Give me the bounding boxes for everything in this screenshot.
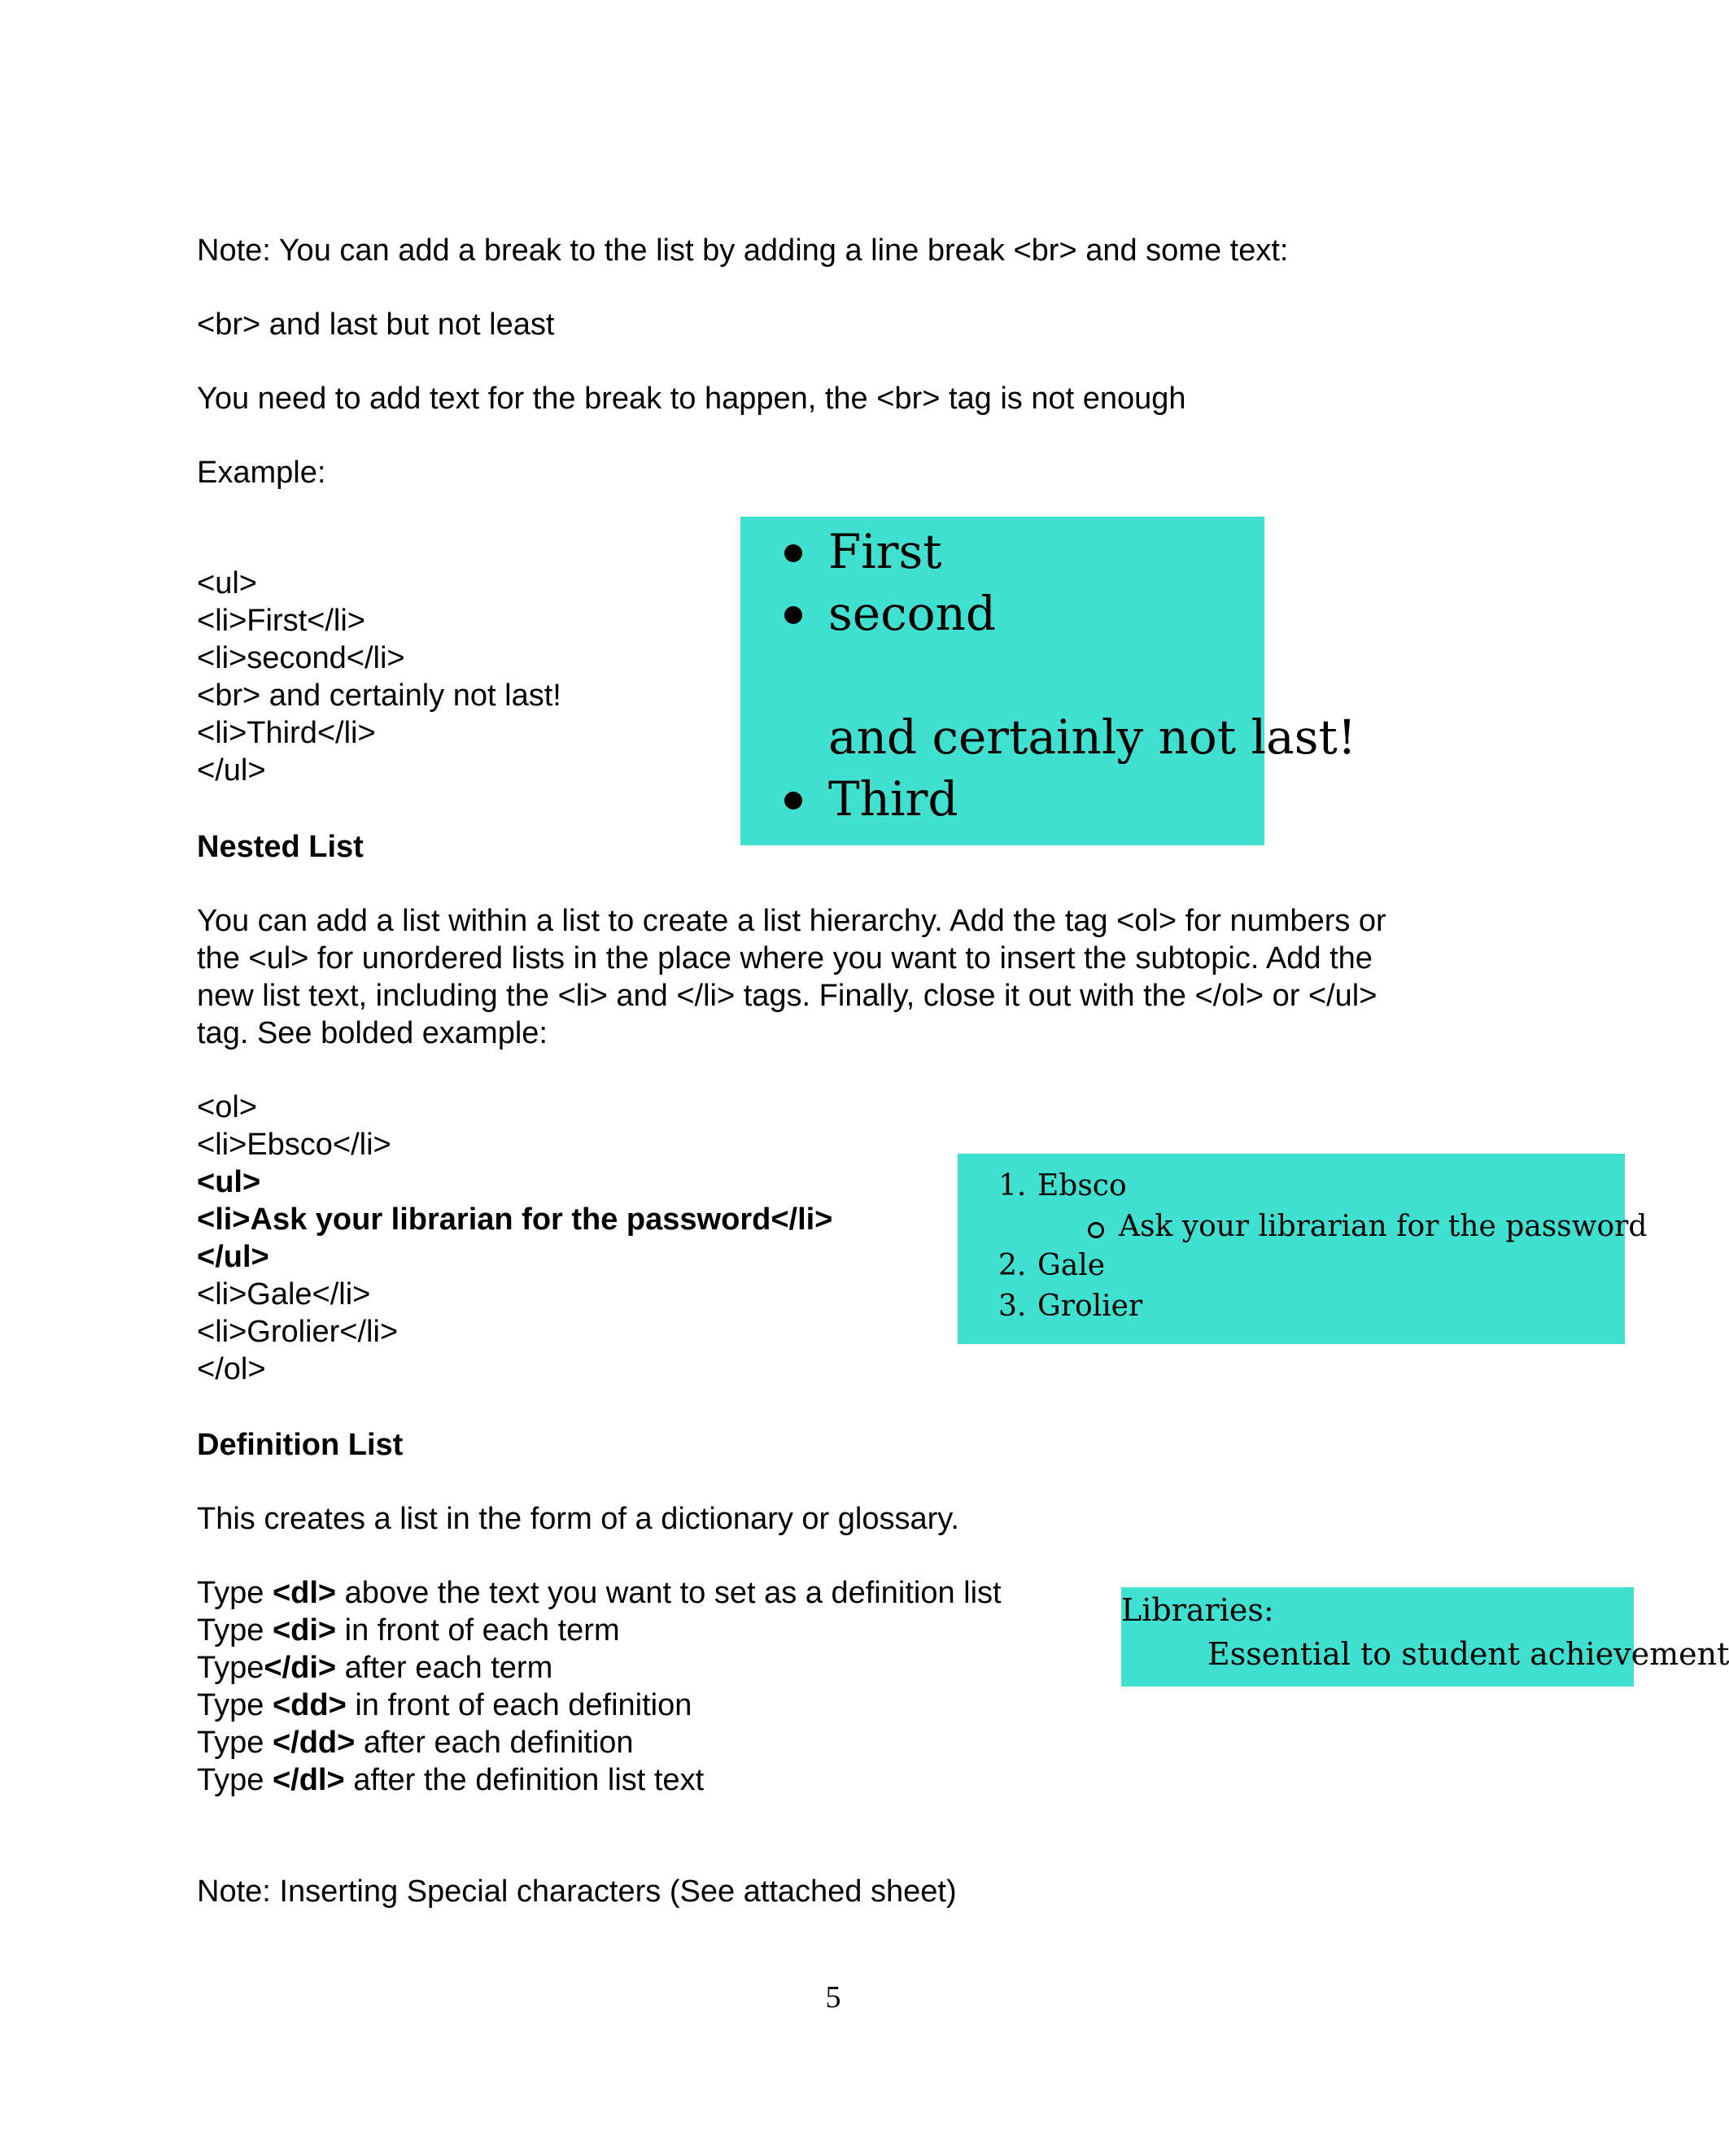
code-line-bold: <li>Ask your librarian for the password</li> [197, 1202, 833, 1237]
code-line: <li>Grolier</li> [197, 1315, 399, 1349]
code-line: <li>Gale</li> [197, 1277, 371, 1311]
code-line-bold: </ul> [197, 1240, 269, 1274]
rendered-item-first: First [828, 524, 942, 579]
circle-bullet-icon [1088, 1222, 1104, 1238]
rendered-subitem-password: Ask your librarian for the password [1119, 1210, 1648, 1243]
definition-intro: This creates a list in the form of a dictionary or glossary. [197, 1502, 959, 1536]
rendered-number: 3. [998, 1290, 1027, 1323]
code-line: <ul> [197, 566, 257, 600]
bullet-icon [784, 606, 802, 624]
instruction-line: Type </dl> after the definition list text [197, 1763, 705, 1797]
rendered-item-second: second [828, 586, 996, 641]
rendered-number: 1. [998, 1169, 1027, 1202]
example1-rendered-box [740, 517, 1357, 845]
rendered-item-ebsco: Ebsco [1037, 1169, 1127, 1202]
paragraph-line: tag. See bolded example: [197, 1016, 548, 1050]
code-line: </ul> [197, 753, 266, 788]
rendered-item-gale: Gale [1037, 1249, 1106, 1282]
definition-list-heading: Definition List [197, 1428, 404, 1462]
instruction-line: Type</di> after each term [197, 1651, 553, 1685]
rendered-item-grolier: Grolier [1037, 1290, 1143, 1323]
bullet-icon [784, 792, 802, 810]
page-number: 5 [825, 1980, 841, 2014]
rendered-break-text: and certainly not last! [828, 709, 1357, 765]
bullet-icon [784, 544, 802, 562]
paragraph-line: You can add a list within a list to create a list hierarchy. Add the tag <ol> for numbers or [197, 904, 1386, 938]
nested-rendered-box [958, 1154, 1648, 1344]
code-line: </ol> [197, 1352, 266, 1386]
code-line: <li>Third</li> [197, 716, 376, 750]
example-label: Example: [197, 456, 326, 490]
definition-rendered-box [1121, 1587, 1729, 1687]
rendered-item-third: Third [828, 771, 958, 827]
code-line: <br> and certainly not last! [197, 679, 561, 713]
code-line: <ol> [197, 1090, 257, 1124]
instruction-line: Type </dd> after each definition [197, 1726, 634, 1760]
rendered-term: Libraries: [1121, 1592, 1274, 1628]
paragraph-line: the <ul> for unordered lists in the place where you want to insert the subtopic. Add the [197, 941, 1373, 975]
special-characters-note: Note: Inserting Special characters (See attached sheet) [197, 1874, 957, 1909]
rendered-number: 2. [998, 1249, 1027, 1282]
instruction-line: Type <di> in front of each term [197, 1613, 620, 1648]
note-line-break: Note: You can add a break to the list by adding a line break <br> and some text: [197, 233, 1289, 268]
br-example-line: <br> and last but not least [197, 308, 555, 342]
instruction-line: Type <dl> above the text you want to set as a definition list [197, 1576, 1002, 1610]
instruction-line: Type <dd> in front of each definition [197, 1688, 692, 1722]
paragraph-line: new list text, including the <li> and </li> tags. Finally, close it out with the </ol> or </ul> [197, 979, 1378, 1013]
code-line: <li>First</li> [197, 604, 365, 638]
rendered-definition: Essential to student achievement [1207, 1636, 1729, 1672]
code-line: <li>Ebsco</li> [197, 1128, 391, 1162]
code-line: <li>second</li> [197, 641, 405, 675]
nested-list-heading: Nested List [197, 830, 364, 864]
need-text-line: You need to add text for the break to happen, the <br> tag is not enough [197, 382, 1186, 416]
code-line-bold: <ul> [197, 1165, 261, 1199]
